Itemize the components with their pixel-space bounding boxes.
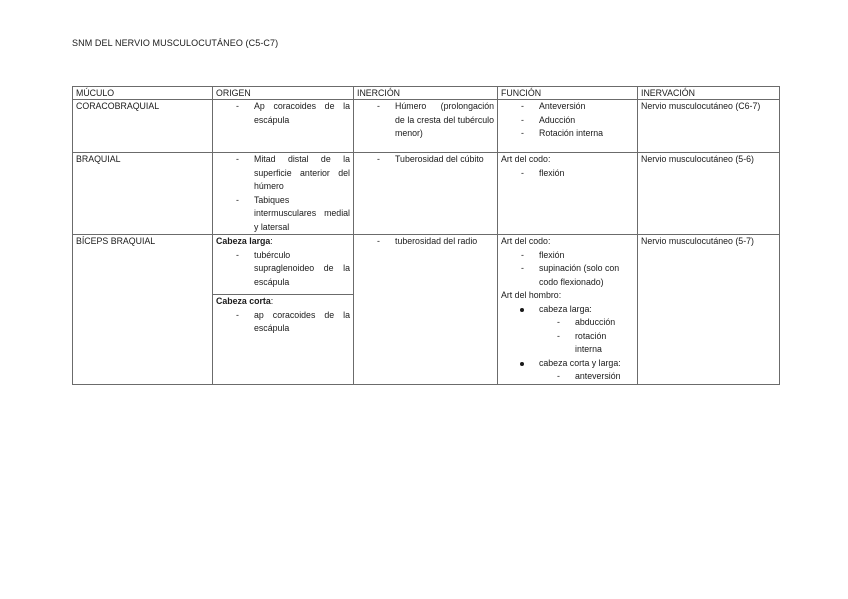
list-item: - Ap coracoides de la escápula: [216, 100, 350, 127]
list-item: - supinación (solo con codo flexionado): [501, 262, 634, 289]
table-row: [73, 153, 780, 235]
list-item: - flexión: [501, 167, 634, 181]
function-cell: [498, 235, 638, 385]
list-item: - Aducción: [501, 114, 634, 128]
muscle-cell: BÍCEPS BRAQUIAL: [73, 235, 213, 385]
insertion-list: [357, 153, 494, 167]
innervation-cell: Nervio musculocutáneo (C6-7): [638, 100, 780, 153]
origin-long-head-label: Cabeza larga: [216, 236, 271, 246]
origin-short-head-heading: [216, 295, 350, 309]
origin-long-head-suffix: :: [270, 236, 273, 246]
function-cell: [498, 100, 638, 153]
list-item: - Mitad distal de la superficie anterior del húmero: [216, 153, 350, 194]
function-shoulder-both-items: [501, 370, 634, 384]
list-item: [501, 303, 634, 317]
header-function: FUNCIÓN: [498, 87, 638, 100]
insertion-list: [357, 100, 494, 141]
innervation-cell: Nervio musculocutáneo (5-7): [638, 235, 780, 385]
insertion-cell: [354, 100, 498, 153]
insertion-list: [357, 235, 494, 249]
document-title: SNM DEL NERVIO MUSCULOCUTÁNEO (C5-C7): [72, 38, 279, 48]
header-insertion: INERCIÓN: [354, 87, 498, 100]
origin-short-head: [213, 295, 353, 336]
function-shoulder-list-2: [501, 357, 634, 371]
list-item: - Anteversión: [501, 100, 634, 114]
function-shoulder-both-label: cabeza corta y larga:: [539, 357, 621, 368]
list-item: - Tuberosidad del cúbito: [357, 153, 494, 167]
innervation-cell: Nervio musculocutáneo (5-6): [638, 153, 780, 235]
muscle-cell: BRAQUIAL: [73, 153, 213, 235]
header-origin: ORIGEN: [213, 87, 354, 100]
origin-short-head-suffix: :: [270, 296, 274, 306]
origin-long-head-heading: [216, 235, 350, 249]
list-item: - rotación interna: [501, 330, 634, 357]
list-item: - tubérculo supraglenoideo de la escápula: [216, 249, 350, 290]
function-elbow-heading: Art del codo:: [501, 236, 551, 246]
muscle-table: [72, 86, 780, 385]
origin-cell: [213, 100, 354, 153]
table-header-row: [73, 87, 780, 100]
list-item: - flexión: [501, 249, 634, 263]
origin-list: [216, 153, 350, 234]
function-shoulder-long-items: [501, 316, 634, 357]
list-item: - Húmero (prolongación de la cresta del tubérculo menor): [357, 100, 494, 141]
origin-short-list: [216, 309, 350, 336]
list-item: - tuberosidad del radio: [357, 235, 494, 249]
list-item: - Rotación interna: [501, 127, 634, 141]
header-innervation: INERVACIÓN: [638, 87, 780, 100]
function-elbow-list: [501, 249, 634, 290]
origin-list: [216, 100, 350, 127]
function-list: [501, 167, 634, 181]
origin-cell: [213, 153, 354, 235]
list-item: - ap coracoides de la escápula: [216, 309, 350, 336]
table-row: [73, 100, 780, 153]
function-list: [501, 100, 634, 141]
function-shoulder-list: [501, 303, 634, 317]
origin-long-list: [216, 249, 350, 290]
function-cell: [498, 153, 638, 235]
insertion-cell: [354, 153, 498, 235]
header-muscle: MÚCULO: [73, 87, 213, 100]
origin-short-head-label: Cabeza corta: [216, 296, 271, 306]
function-heading: Art del codo:: [501, 154, 551, 164]
table-row: [73, 235, 780, 385]
list-item: - abducción: [501, 316, 634, 330]
origin-long-head: [213, 235, 353, 295]
insertion-cell: [354, 235, 498, 385]
list-item: - Tabiques intermusculares medial y latersal: [216, 194, 350, 235]
list-item: [501, 357, 634, 371]
origin-cell: [213, 235, 354, 385]
function-shoulder-long-label: cabeza larga:: [539, 303, 592, 314]
list-item: - anteversión: [501, 370, 634, 384]
function-shoulder-heading: Art del hombro:: [501, 290, 562, 300]
muscle-cell: CORACOBRAQUIAL: [73, 100, 213, 153]
